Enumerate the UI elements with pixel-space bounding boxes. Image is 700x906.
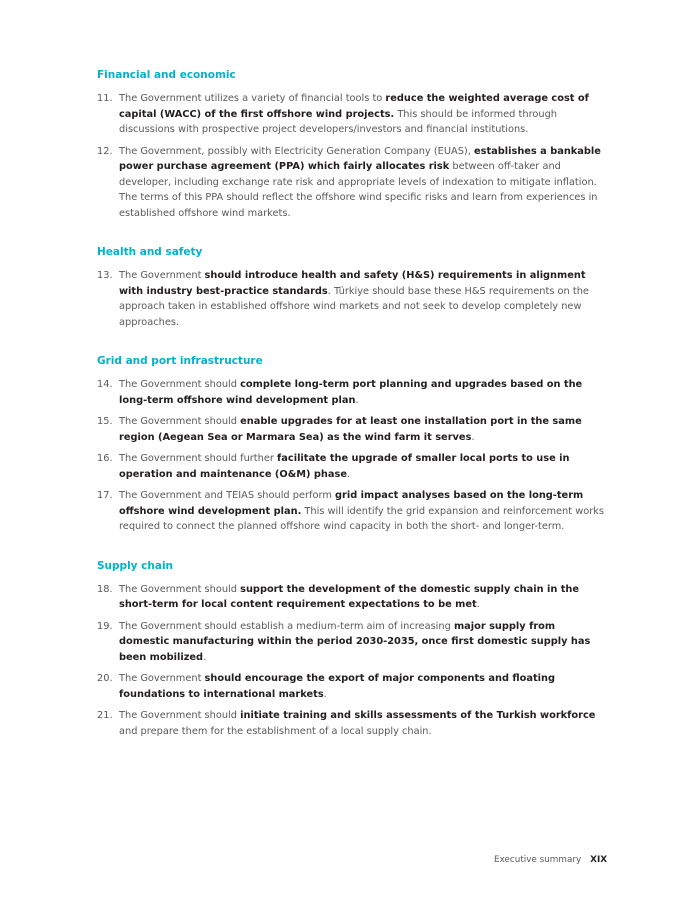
list-item	[97, 488, 607, 535]
item-number: 19.	[97, 620, 113, 632]
text-segment: The Government	[119, 673, 205, 684]
item-text	[119, 91, 607, 138]
text-segment: .	[471, 431, 475, 443]
text-segment: The Government and TEIAS should perform	[119, 490, 335, 501]
item-number: 20.	[97, 673, 113, 684]
list-item	[97, 582, 607, 613]
text-segment: The Government should	[119, 379, 241, 390]
list-item	[97, 708, 607, 739]
sections-container	[97, 68, 607, 739]
item-text	[119, 144, 607, 222]
item-number: 11.	[97, 93, 113, 104]
item-number: 21.	[97, 710, 113, 721]
text-segment-bold: establishes a bankable power purchase agreement (PPA) which fairly allocates risk	[119, 145, 601, 172]
list-item	[97, 144, 607, 222]
text-segment: This should be informed through discussions with prospective project developers/investors and financial institutions.	[119, 108, 558, 135]
text-segment: The Government utilizes a variety of financial tools to	[119, 93, 386, 104]
page-footer	[494, 854, 607, 866]
item-number: 13.	[97, 270, 113, 281]
text-segment: .	[346, 468, 351, 480]
item-number: 15.	[97, 416, 113, 427]
text-segment: .	[355, 394, 359, 406]
text-segment-bold: should introduce health and safety (H&S) requirements in alignment with industry best-practice standards	[119, 270, 586, 297]
item-text	[119, 268, 607, 330]
text-segment: This will identify the grid expansion and reinforcement works required to connect the planned offshore wind capacity in both the short- and longer-term.	[119, 505, 605, 532]
text-segment: The Government, possibly with Electricity Generation Company (EUAS),	[119, 145, 474, 157]
section-health-and-safety	[97, 245, 607, 330]
item-text	[119, 377, 607, 408]
item-text	[119, 619, 607, 666]
list-item	[97, 414, 607, 445]
text-segment: The Government should further	[119, 453, 278, 464]
item-text	[119, 708, 607, 739]
section-heading: Supply chain	[97, 559, 174, 572]
text-segment: .	[323, 688, 327, 700]
section-heading: Grid and port infrastructure	[97, 355, 263, 367]
text-segment: .	[203, 651, 207, 663]
item-text	[119, 451, 607, 482]
text-segment-bold: facilitate the upgrade of smaller local ports to use in operation and maintenance (O&M) phase	[119, 453, 570, 480]
footer-page-number: XIX	[590, 855, 607, 865]
text-segment: The Government should	[119, 710, 241, 721]
text-segment-bold: grid impact analyses based on the long-term offshore wind development plan.	[119, 490, 584, 517]
section-grid-and-port-infrastructure	[97, 354, 607, 535]
list-item	[97, 268, 607, 330]
text-segment: and prepare them for the establishment of a local supply chain.	[119, 725, 432, 737]
item-number: 12.	[97, 145, 113, 157]
text-segment-bold: major supply from domestic manufacturing within the period 2030-2035, once first domestic supply has been mobilized	[119, 620, 591, 663]
text-segment-bold: enable upgrades for at least one installation port in the same region (Aegean Sea or Marmara Sea) as the wind farm it serves	[119, 416, 582, 443]
text-segment-bold: complete long-term port planning and upgrades based on the long-term offshore wind development plan	[119, 379, 583, 406]
text-segment-bold: support the development of the domestic supply chain in the short-term for local content requirement expectations to be met	[119, 583, 580, 610]
item-text	[119, 582, 607, 613]
item-text	[119, 671, 607, 702]
text-segment: The Government	[119, 270, 205, 281]
footer-section-label: Executive summary	[494, 855, 582, 865]
section-heading: Financial and economic	[97, 69, 236, 81]
list-item	[97, 377, 607, 408]
list-item	[97, 451, 607, 482]
list-item	[97, 91, 607, 138]
list-item	[97, 671, 607, 702]
item-number: 14.	[97, 379, 113, 390]
text-segment-bold: reduce the weighted average cost of capital (WACC) of the first offshore wind projects.	[119, 93, 589, 120]
section-supply-chain	[97, 559, 607, 740]
text-segment: . Türkiye should base these H&S requirements on the approach taken in established offshore wind markets and not seek to develop completely new approaches.	[119, 285, 589, 328]
text-segment: The Government should	[119, 583, 241, 595]
section-financial-and-economic	[97, 68, 607, 221]
item-number: 18.	[97, 583, 113, 595]
text-segment-bold: should encourage the export of major components and floating foundations to international markets	[119, 673, 556, 700]
item-text	[119, 414, 607, 445]
section-heading: Health and safety	[97, 246, 203, 258]
text-segment: The Government should establish a medium-term aim of increasing	[119, 620, 454, 632]
item-number: 17.	[97, 490, 113, 501]
text-segment: between off-taker and developer, including exchange rate risk and appropriate levels of indexation to mitigate inflation. The terms of this PPA should reflect the offshore wind specific risks and learn from experiences in established offshore wind markets.	[119, 161, 598, 219]
text-segment: The Government should	[119, 416, 241, 427]
text-segment: .	[476, 599, 480, 610]
item-number: 16.	[97, 453, 113, 464]
list-item	[97, 619, 607, 666]
text-segment-bold: initiate training and skills assessments of the Turkish workforce	[240, 710, 596, 721]
content-area	[97, 68, 607, 739]
item-text	[119, 488, 607, 535]
